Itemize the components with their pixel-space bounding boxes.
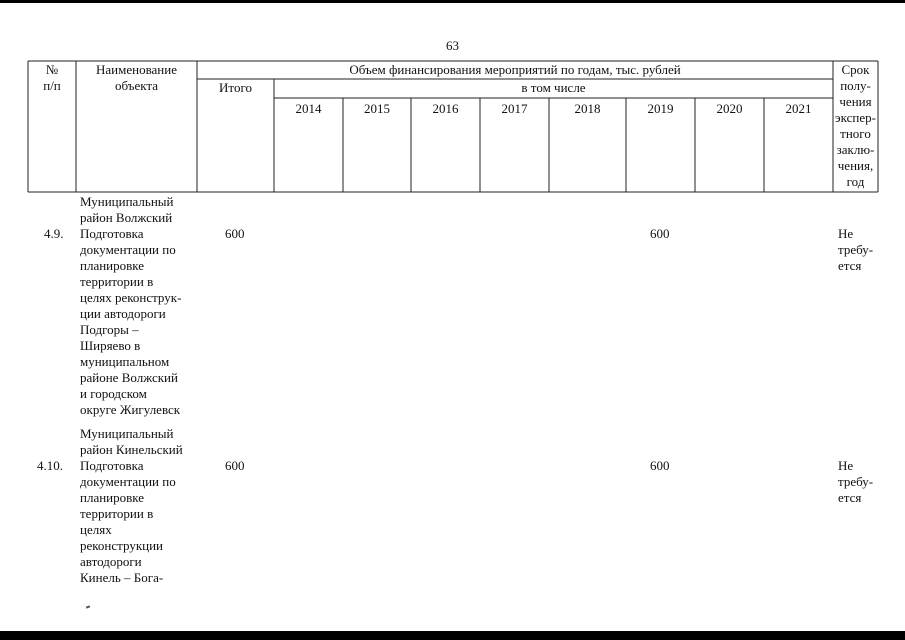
header-year: 2019 xyxy=(647,101,674,116)
section-heading: Муниципальный район Кинельский xyxy=(80,426,183,457)
page-number: 63 xyxy=(446,38,459,53)
section-heading: Муниципальный район Волжский xyxy=(80,194,174,225)
header-year: 2020 xyxy=(716,101,743,116)
row-total: 600 xyxy=(225,226,245,241)
header-year: 2016 xyxy=(432,101,459,116)
header-number-col: № п/п xyxy=(43,62,61,93)
row-object-name: Подготовка документации по планировке территории в целях реконструкции автодороги Кинель – Бога- xyxy=(80,458,176,585)
header-including: в том числе xyxy=(521,80,586,95)
row-object-name: Подготовка документации по планировке территории в целях реконструк- ции автодороги Подгоры – Ширяево в муниципальном районе Волжский и городском округе Жигулевск xyxy=(80,226,182,417)
bottom-rule xyxy=(0,631,905,640)
header-year: 2018 xyxy=(574,101,601,116)
header-year: 2017 xyxy=(501,101,528,116)
row-deadline: Не требу- ется xyxy=(838,458,874,505)
header-year: 2015 xyxy=(364,101,390,116)
row-number: 4.9. xyxy=(44,226,64,241)
header-year: 2014 xyxy=(295,101,322,116)
row-number: 4.10. xyxy=(37,458,63,473)
header-funding-title: Объем финансирования мероприятий по годам, тыс. рублей xyxy=(349,62,681,77)
header-total-col: Итого xyxy=(219,80,252,95)
header-year: 2021 xyxy=(785,101,812,116)
row-deadline: Не требу- ется xyxy=(838,226,874,273)
header-deadline-col: Срок полу- чения экспер- тного заклю- чения, год xyxy=(835,62,876,189)
row-total: 600 xyxy=(225,458,245,473)
header-name-col: Наименование объекта xyxy=(96,62,177,93)
row-2019-value: 600 xyxy=(650,458,670,473)
row-2019-value: 600 xyxy=(650,226,670,241)
